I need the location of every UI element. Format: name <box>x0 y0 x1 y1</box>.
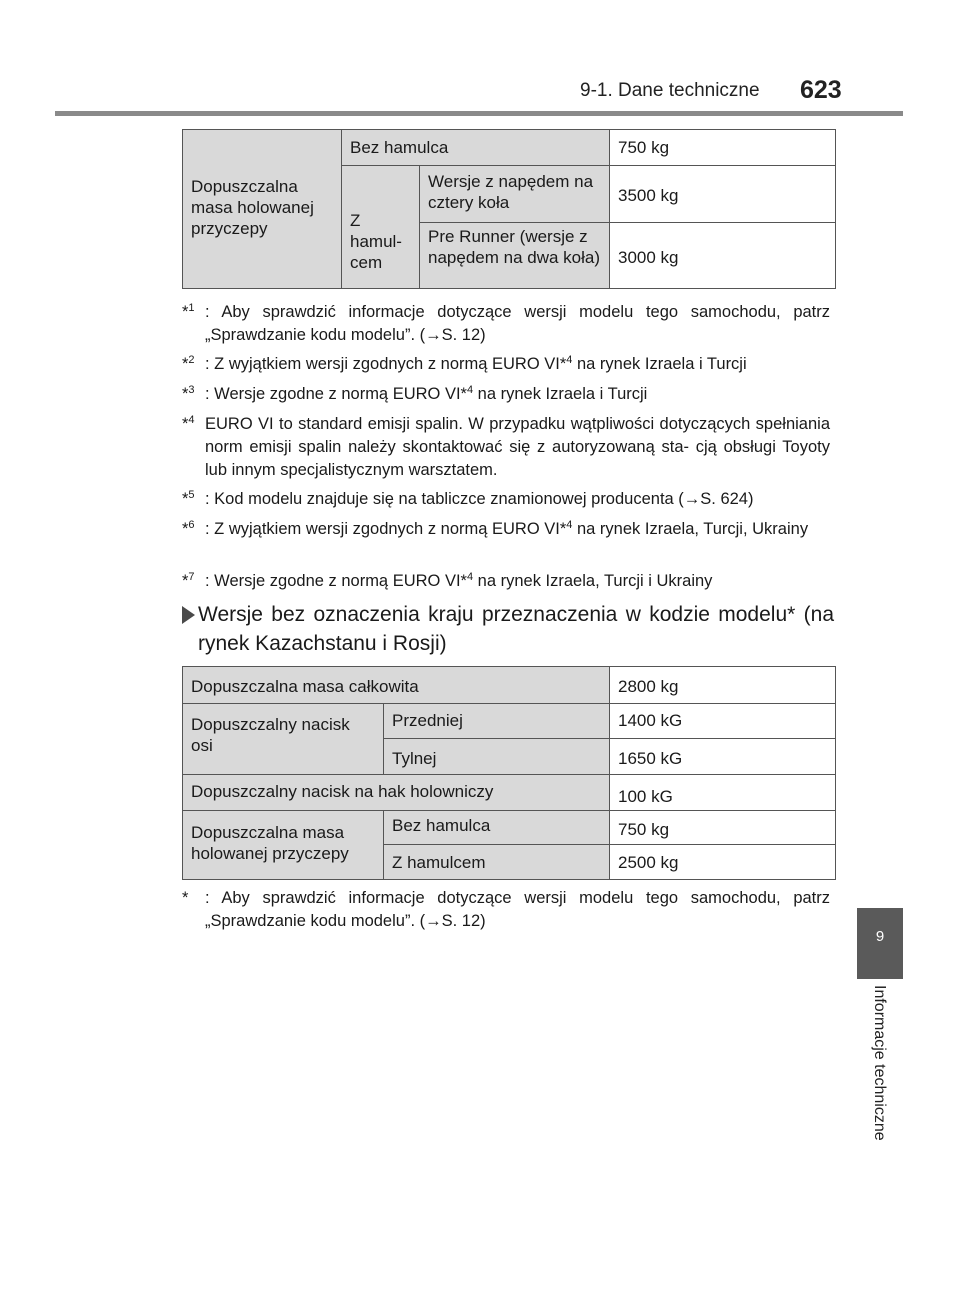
section-title: 9-1. Dane techniczne <box>580 80 760 101</box>
footnote-model-code: * : Aby sprawdzić informacje dotyczące wersji modelu tego samochodu, patrz „Sprawdzanie kodu modelu”. (→S. 12) <box>182 889 830 930</box>
trailer-unbraked-label: Bez hamulca <box>383 810 609 844</box>
chapter-number: 9 <box>875 928 885 945</box>
trailer-braked-label: Z hamulcem <box>383 844 609 879</box>
weights-table <box>182 666 836 880</box>
footnote-3: *$^3$ : Wersje zgodne z normą EURO VI*$^4$ na rynek Izraela i Turcji <box>182 384 648 403</box>
trailer-mass-label: Dopuszczalna masa holowanej przyczepy <box>183 810 383 879</box>
towing-mass-table <box>182 129 836 289</box>
trailer-unbraked-value: 750 kg <box>609 810 835 844</box>
chapter-label-text: Informacje techniczne <box>871 985 888 1141</box>
hitch-load-value: 100 kG <box>609 774 835 810</box>
chapter-tab <box>857 908 903 979</box>
gross-mass-value: 2800 kg <box>609 667 835 703</box>
prerunner-variant-label: Pre Runner (wersje z napędem na dwa koła) <box>419 222 609 288</box>
triangle-bullet-icon <box>182 606 195 624</box>
gross-mass-label: Dopuszczalna masa całkowita <box>183 667 609 703</box>
prerunner-variant-value: 3000 kg <box>609 222 835 288</box>
chapter-label <box>870 985 890 1185</box>
rear-axle-label: Tylnej <box>383 738 609 774</box>
towing-mass-label: Dopuszczalna masa holowanej przyczepy <box>183 130 341 288</box>
section-heading: Wersje bez oznaczenia kraju przeznaczenia w kodzie modelu* (na rynek Kazachstanu i Rosji) <box>182 600 834 658</box>
front-axle-label: Przedniej <box>383 703 609 738</box>
unbraked-label: Bez hamulca <box>341 130 609 165</box>
footnote-6: *$^6$ : Z wyjątkiem wersji zgodnych z normą EURO VI*$^4$ na rynek Izraela, Turcji, Ukrainy <box>182 519 809 538</box>
rear-axle-value: 1650 kG <box>609 738 835 774</box>
axle-load-label: Dopuszczalny nacisk osi <box>183 703 383 774</box>
page-number: 623 <box>800 76 842 104</box>
trailer-braked-value: 2500 kg <box>609 844 835 879</box>
unbraked-value: 750 kg <box>609 130 835 165</box>
front-axle-value: 1400 kG <box>609 703 835 738</box>
awd-variant-label: Wersje z napędem na cztery koła <box>419 165 609 222</box>
footnote-7: *$^7$ : Wersje zgodne z normą EURO VI*$^4$ na rynek Izraela, Turcji i Ukrainy <box>182 571 713 590</box>
footnote-5: *$^5$ : Kod modelu znajduje się na tabliczce znamionowej producenta (→S. 624) <box>182 489 754 508</box>
footnote-2: *$^2$ : Z wyjątkiem wersji zgodnych z normą EURO VI*$^4$ na rynek Izraela i Turcji <box>182 354 747 373</box>
awd-variant-value: 3500 kg <box>609 165 835 222</box>
braked-group-label: Z hamul- cem <box>341 165 419 288</box>
hitch-load-label: Dopuszczalny nacisk na hak holowniczy <box>183 774 609 810</box>
footnote-1: *$^1$ : Aby sprawdzić informacje dotyczące wersji modelu tego samochodu, patrz „Sprawdzanie kodu modelu”. (→S. 12) <box>182 302 830 344</box>
header-divider <box>55 111 903 116</box>
footnote-4: *$^4$ EURO VI to standard emisji spalin. W przypadku wątpliwości dotyczących spełniania norm emisji spalin należy skontaktować się z autoryzowaną sta- cją obsługi Toyoty lub innym specjalistycznym warsztatem. <box>182 414 830 479</box>
